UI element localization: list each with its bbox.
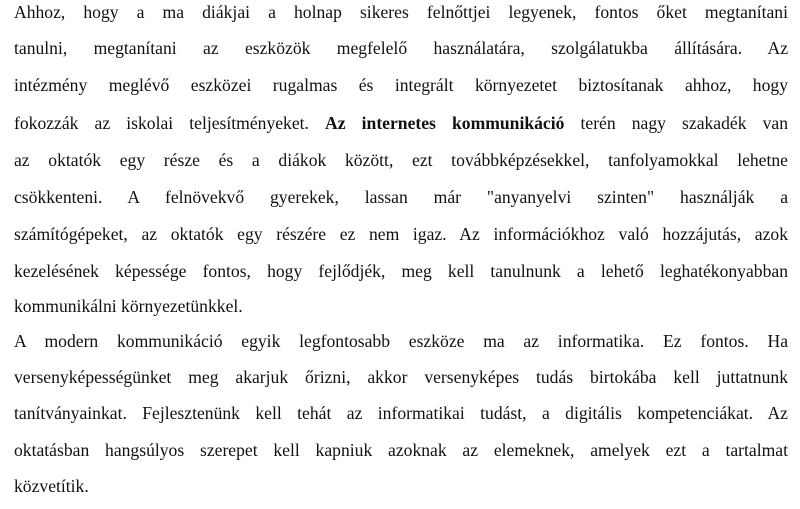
paragraph-2-line-4: oktatásban hangsúlyos szerepet kell kapniuk azoknak az elemeknek, amelyek ezt a tartalmat bbox=[14, 440, 788, 460]
paragraph-1-line-1: Ahhoz, hogy a ma diákjai a holnap sikeres felnőttjei legyenek, fontos őket megtanítani bbox=[14, 2, 788, 22]
paragraph-2-line-5: közvetítik. bbox=[14, 476, 89, 496]
paragraph-1-line-2: tanulni, megtanítani az eszközök megfelelő használatára, szolgálatukba állítására. Az bbox=[14, 38, 788, 58]
paragraph-1-line-7: számítógépeket, az oktatók egy részére ez nem igaz. Az információkhoz való hozzájutás, azok bbox=[14, 224, 788, 244]
paragraph-2-line-1: A modern kommunikáció egyik legfontosabb eszköze ma az informatika. Ez fontos. Ha bbox=[14, 331, 788, 351]
paragraph-1-line-8: kezelésének képessége fontos, hogy fejlődjék, meg kell tanulnunk a lehető leghatékonyabban bbox=[14, 261, 788, 281]
paragraph-1-line-4 bbox=[14, 112, 788, 134]
paragraph-1-line-6: csökkenteni. A felnövekvő gyerekek, lassan már "anyanyelvi szinten" használják a bbox=[14, 187, 788, 207]
paragraph-1-line-5: az oktatók egy része és a diákok között, ezt továbbképzésekkel, tanfolyamokkal lehetne bbox=[14, 150, 788, 170]
paragraph-1-line-3: intézmény meglévő eszközei rugalmas és integrált környezetet biztosítanak ahhoz, hogy bbox=[14, 75, 788, 95]
paragraph-2-line-2: versenyképességünket meg akarjuk őrizni, akkor versenyképes tudás birtokába kell juttatnunk bbox=[14, 367, 788, 387]
emphasis-internet-communication: Az internetes kommunikáció bbox=[325, 113, 565, 133]
line-text: fokozzák az iskolai teljesítményeket. bbox=[14, 113, 326, 133]
paragraph-1-line-9: kommunikálni környezetünkkel. bbox=[14, 296, 243, 316]
paragraph-2-line-3: tanítványainkat. Fejlesztenünk kell tehát az informatikai tudást, a digitális kompetenciákat. Az bbox=[14, 403, 788, 423]
line-text: terén nagy szakadék van bbox=[564, 113, 788, 133]
